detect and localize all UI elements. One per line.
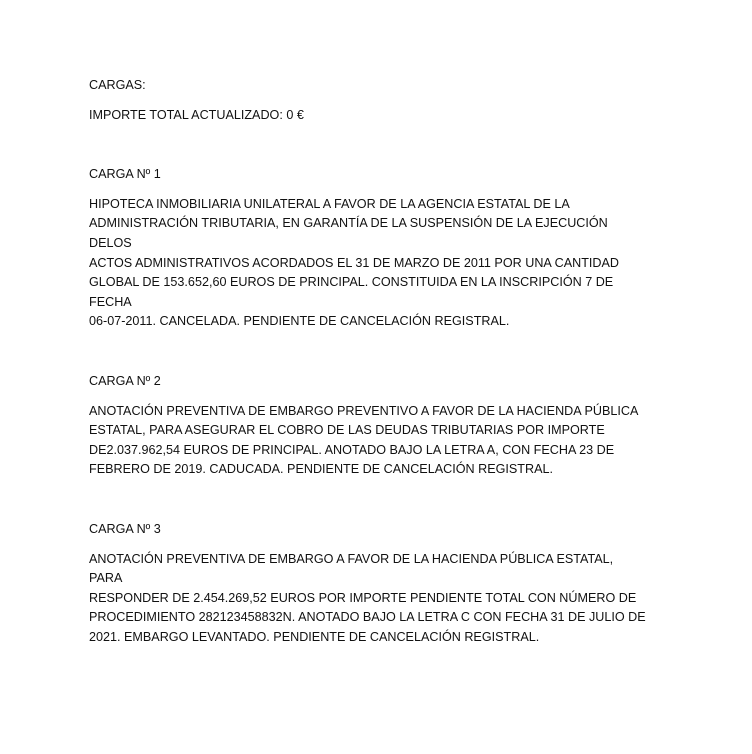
carga-line: 2021. EMBARGO LEVANTADO. PENDIENTE DE CANCELACIÓN REGISTRAL.	[89, 629, 540, 644]
carga-line: ANOTACIÓN PREVENTIVA DE EMBARGO PREVENTIVO A FAVOR DE LA HACIENDA PÚBLICA	[89, 403, 639, 418]
carga-description	[89, 402, 649, 480]
carga-line: ACTOS ADMINISTRATIVOS ACORDADOS EL 31 DE MARZO DE 2011 POR UNA CANTIDAD	[89, 255, 619, 270]
carga-title: CARGA Nº 1	[89, 167, 161, 182]
total-amount: IMPORTE TOTAL ACTUALIZADO: 0 €	[89, 107, 304, 122]
carga-description	[89, 195, 649, 332]
carga-title: CARGA Nº 2	[89, 373, 161, 388]
carga-section-2	[89, 372, 649, 480]
carga-section-3	[89, 520, 649, 648]
carga-line: RESPONDER DE 2.454.269,52 EUROS POR IMPORTE PENDIENTE TOTAL CON NÚMERO DE	[89, 590, 637, 605]
carga-section-1	[89, 165, 649, 332]
carga-title: CARGA Nº 3	[89, 521, 161, 536]
carga-line: ANOTACIÓN PREVENTIVA DE EMBARGO A FAVOR DE LA HACIENDA PÚBLICA ESTATAL, PARA	[89, 551, 614, 586]
carga-line: PROCEDIMIENTO 282123458832N. ANOTADO BAJO LA LETRA C CON FECHA 31 DE JULIO DE	[89, 610, 646, 625]
carga-line: ADMINISTRACIÓN TRIBUTARIA, EN GARANTÍA DE LA SUSPENSIÓN DE LA EJECUCIÓN DELOS	[89, 216, 608, 250]
cargas-heading: CARGAS:	[89, 78, 146, 92]
carga-line: DE2.037.962,54 EUROS DE PRINCIPAL. ANOTADO BAJO LA LETRA A, CON FECHA 23 DE	[89, 442, 615, 457]
carga-line: 06-07-2011. CANCELADA. PENDIENTE DE CANCELACIÓN REGISTRAL.	[89, 314, 510, 329]
carga-line: HIPOTECA INMOBILIARIA UNILATERAL A FAVOR DE LA AGENCIA ESTATAL DE LA	[89, 196, 570, 211]
document-page	[89, 76, 649, 647]
carga-description	[89, 550, 649, 648]
carga-line: ESTATAL, PARA ASEGURAR EL COBRO DE LAS DEUDAS TRIBUTARIAS POR IMPORTE	[89, 423, 605, 438]
carga-line: GLOBAL DE 153.652,60 EUROS DE PRINCIPAL. CONSTITUIDA EN LA INSCRIPCIÓN 7 DE FECHA	[89, 275, 614, 309]
carga-line: FEBRERO DE 2019. CADUCADA. PENDIENTE DE CANCELACIÓN REGISTRAL.	[89, 462, 553, 477]
